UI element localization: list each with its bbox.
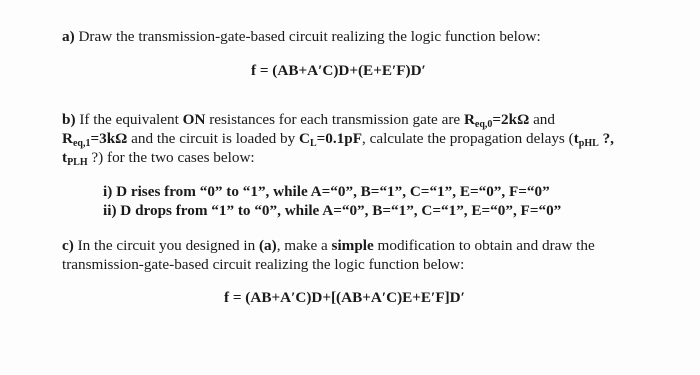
part-c-text-3: modification to obtain and draw the [373,237,595,254]
part-b-text-1: If the equivalent [79,111,183,128]
part-b-text-4: and the circuit is loaded by [127,130,299,147]
part-b-line-3 [62,148,255,167]
case-i-text: rises from “0” to “1”, while A=“0”, B=“1”, C=“1”, E=“0”, F=“0” [127,183,550,200]
tphl-symbol: $t_{pHL}$ [573,130,599,149]
part-c-ref: (a) [258,237,277,254]
simple-keyword: simple [331,237,374,254]
part-b-line-1 [62,110,555,129]
case-i [103,182,550,201]
part-c-text-2: , make a [276,237,332,254]
part-b-text-6: ?, [598,130,614,147]
case-ii-text: drops from “1” to “0”, while A=“0”, B=“1”, C=“1”, E=“0”, F=“0” [131,202,562,219]
part-b-text-7: ?) for the two cases below: [87,149,255,166]
case-ii-label: ii) D [103,202,132,219]
cl-symbol: $C_L=0.1pF$ [298,130,362,149]
part-b-text-3: and [529,111,555,128]
on-keyword: ON [182,111,206,128]
part-a-label: a) [62,28,75,45]
part-c-line-1 [62,236,595,255]
part-a-text: Draw the transmission-gate-based circuit realizing the logic function below: [78,28,541,45]
part-b-text-2: resistances for each transmission gate are [205,111,464,128]
req1-symbol: $R_{eq,1}=3k\Omega$ [62,130,128,149]
part-c-text-1: In the circuit you designed in [77,237,259,254]
part-c-line-2: transmission-gate-based circuit realizing the logic function below: [62,256,465,273]
part-b-text-5: , calculate the propagation delays ( [362,130,574,147]
part-b-line-2 [62,129,614,148]
part-b-label: b) [62,111,76,128]
case-ii [103,201,561,220]
part-c-label: c) [62,237,74,254]
req0-symbol: $R_{eq,0}=2k\Omega$ [463,111,530,130]
part-c-formula: f = (AB+A′C)D+[(AB+A′C)E+E′F]D′ [224,289,465,306]
part-a-line [62,27,541,46]
tplh-symbol: $t_{PLH}$ [62,149,88,168]
part-a-formula: f = (AB+A′C)D+(E+E′F)D′ [251,62,426,79]
case-i-label: i) D [103,183,128,200]
